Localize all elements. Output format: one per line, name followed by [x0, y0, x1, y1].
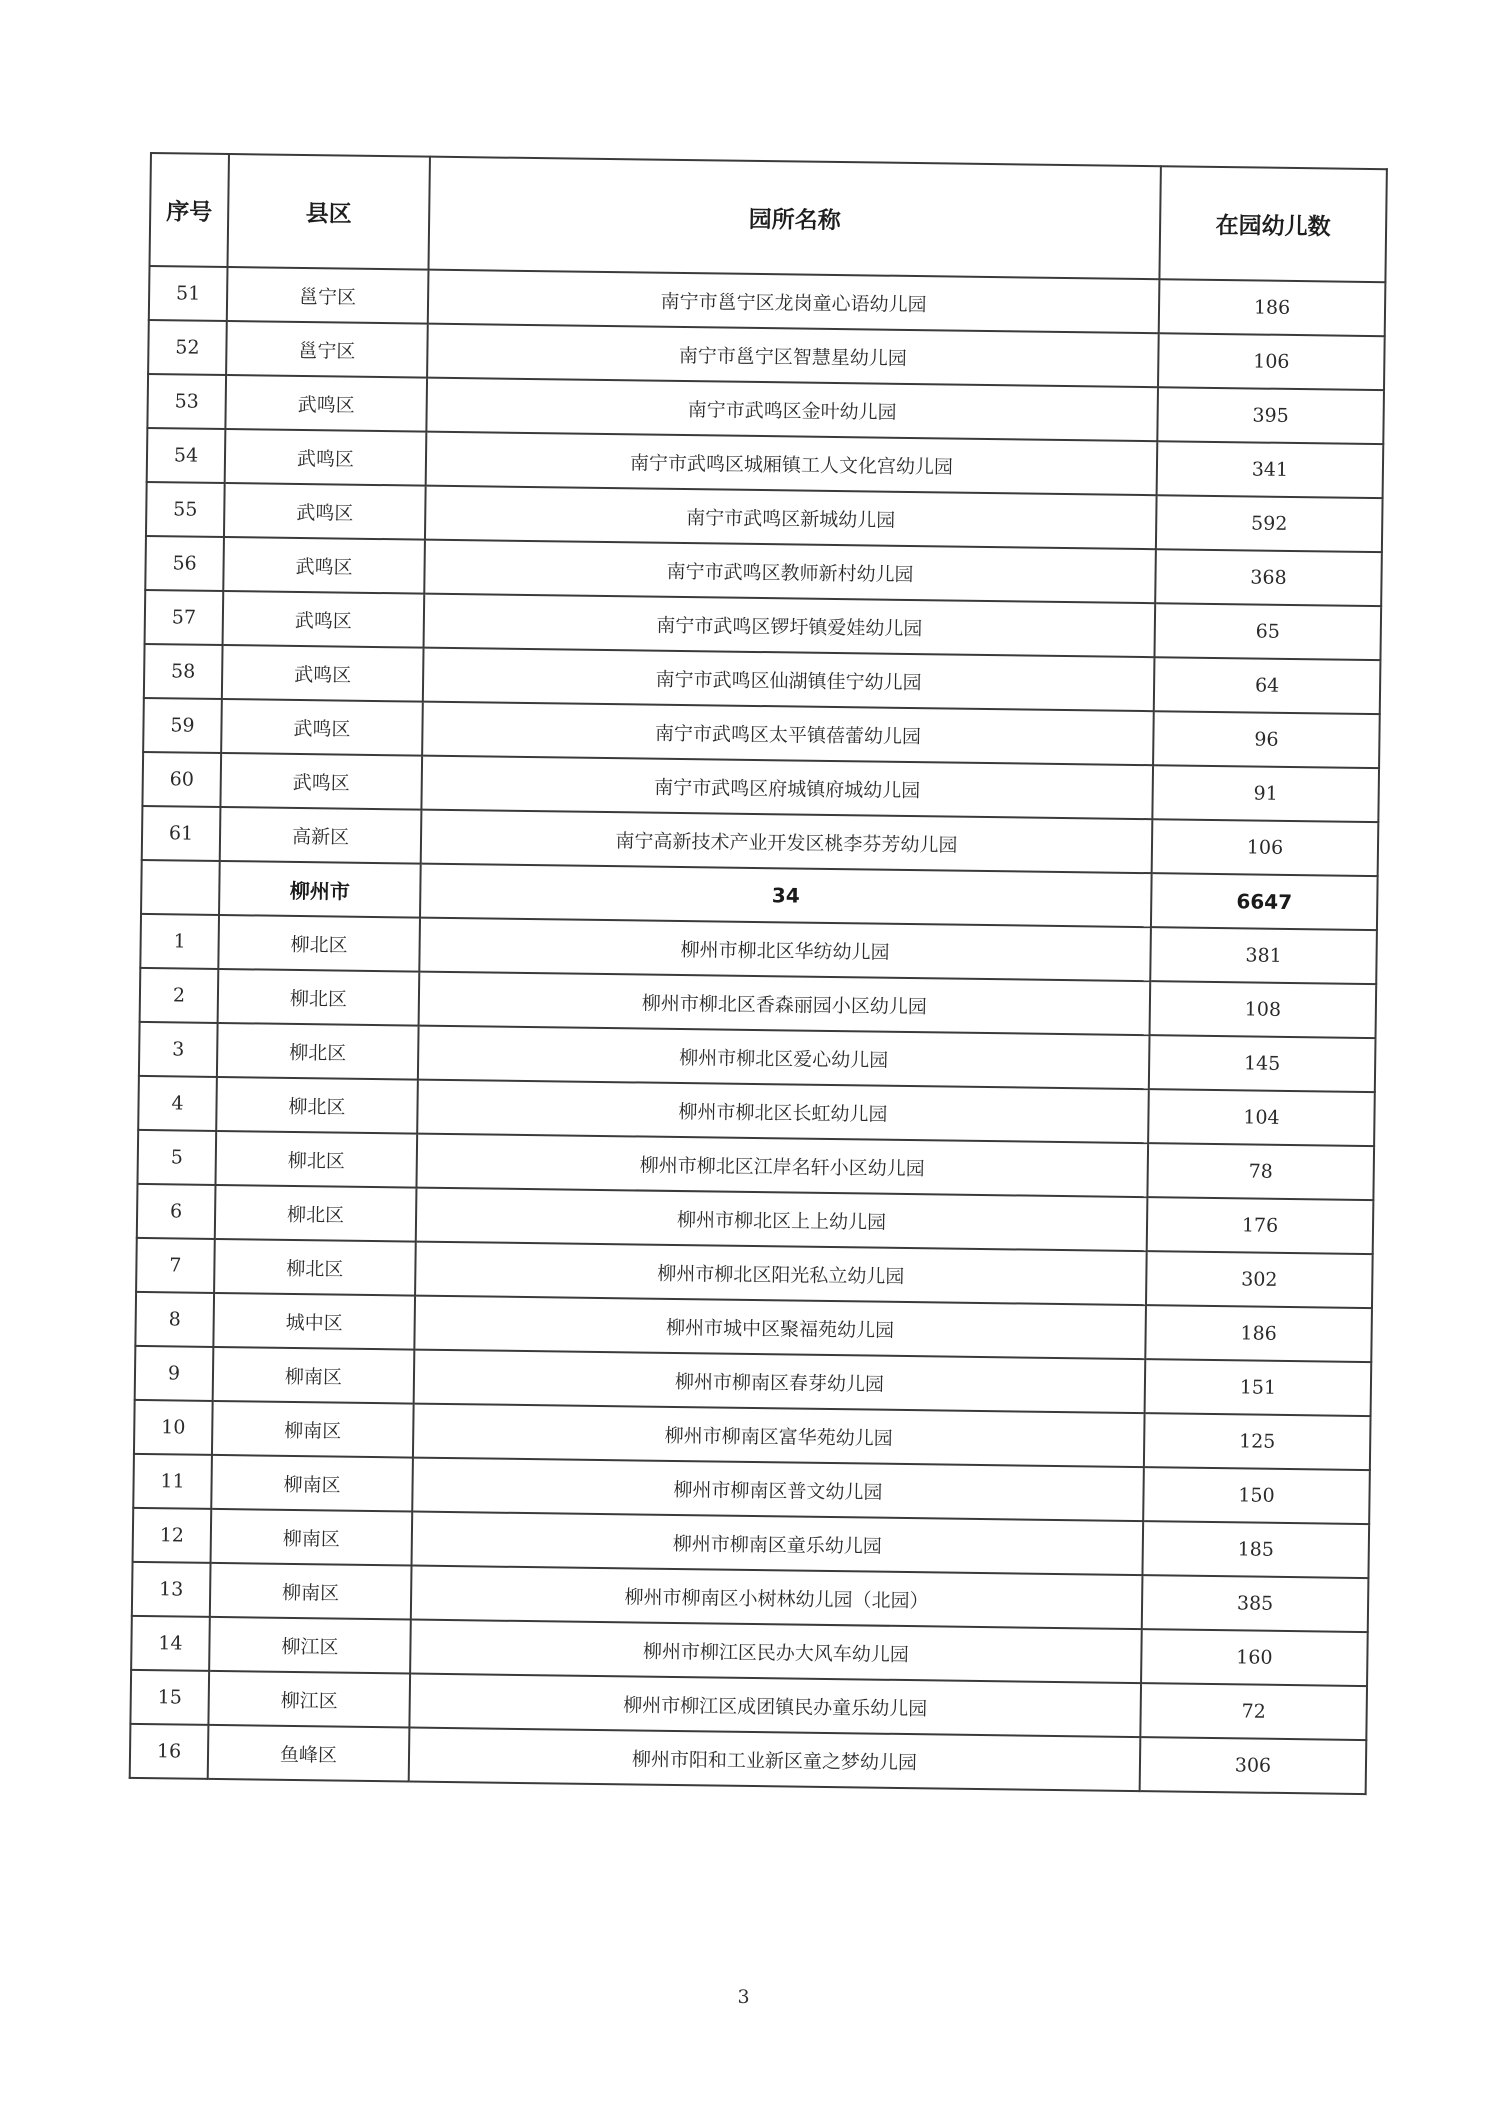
row-serial-number: 53 [147, 374, 226, 429]
row-district: 柳江区 [208, 1671, 410, 1728]
row-serial-number: 6 [137, 1184, 216, 1239]
row-kindergarten-name: 南宁市武鸣区教师新村幼儿园 [424, 540, 1156, 604]
row-district: 柳南区 [213, 1347, 415, 1404]
row-enrolled-children: 186 [1159, 279, 1386, 336]
row-district: 城中区 [213, 1293, 415, 1350]
row-enrolled-children: 176 [1147, 1197, 1374, 1254]
row-kindergarten-name: 南宁市邕宁区龙岗童心语幼儿园 [428, 270, 1160, 334]
row-district: 高新区 [220, 807, 422, 864]
header-kindergarten-name: 园所名称 [428, 157, 1160, 280]
row-district: 武鸣区 [224, 483, 426, 540]
row-enrolled-children: 592 [1156, 495, 1383, 552]
row-serial-number: 4 [138, 1076, 217, 1131]
row-enrolled-children: 96 [1153, 711, 1380, 768]
row-kindergarten-name: 柳州市柳南区春芽幼儿园 [414, 1350, 1146, 1414]
row-kindergarten-name: 南宁市武鸣区太平镇蓓蕾幼儿园 [422, 702, 1154, 766]
row-district: 柳州市 [219, 861, 421, 918]
row-enrolled-children: 306 [1140, 1737, 1367, 1794]
row-serial-number: 2 [140, 968, 219, 1023]
row-enrolled-children: 104 [1148, 1089, 1375, 1146]
table-body [130, 266, 1386, 1794]
row-kindergarten-name: 南宁高新技术产业开发区桃李芬芳幼儿园 [421, 810, 1153, 874]
row-district: 柳南区 [210, 1563, 412, 1620]
row-serial-number: 11 [133, 1454, 212, 1509]
row-serial-number: 3 [139, 1022, 218, 1077]
row-kindergarten-name: 柳州市柳北区香森丽园小区幼儿园 [419, 972, 1151, 1036]
row-enrolled-children: 125 [1144, 1413, 1371, 1470]
row-district: 柳北区 [218, 915, 420, 972]
row-kindergarten-name: 南宁市武鸣区新城幼儿园 [425, 486, 1157, 550]
row-district: 柳江区 [209, 1617, 411, 1674]
row-kindergarten-name: 南宁市武鸣区城厢镇工人文化宫幼儿园 [426, 432, 1158, 496]
row-serial-number: 58 [144, 644, 223, 699]
row-enrolled-children: 108 [1150, 981, 1377, 1038]
row-enrolled-children: 6647 [1151, 873, 1378, 930]
row-enrolled-children: 185 [1142, 1521, 1369, 1578]
row-enrolled-children: 385 [1142, 1575, 1369, 1632]
row-enrolled-children: 78 [1147, 1143, 1374, 1200]
row-district: 邕宁区 [226, 321, 428, 378]
row-enrolled-children: 106 [1158, 333, 1385, 390]
table-header-row [150, 153, 1387, 282]
row-serial-number: 52 [148, 320, 227, 375]
row-enrolled-children: 150 [1143, 1467, 1370, 1524]
row-serial-number: 51 [149, 266, 228, 321]
row-kindergarten-name: 柳州市柳北区华纺幼儿园 [419, 918, 1151, 982]
row-serial-number: 8 [135, 1292, 214, 1347]
row-kindergarten-name: 柳州市柳北区爱心幼儿园 [418, 1026, 1150, 1090]
row-kindergarten-name: 柳州市城中区聚福苑幼儿园 [414, 1296, 1146, 1360]
row-serial-number: 12 [133, 1508, 212, 1563]
row-serial-number: 54 [147, 428, 226, 483]
row-kindergarten-name: 南宁市武鸣区仙湖镇佳宁幼儿园 [423, 648, 1155, 712]
header-enrolled-children: 在园幼儿数 [1159, 166, 1386, 282]
row-enrolled-children: 72 [1140, 1683, 1367, 1740]
row-district: 武鸣区 [222, 645, 424, 702]
row-enrolled-children: 160 [1141, 1629, 1368, 1686]
page-number: 3 [737, 1986, 750, 2008]
row-serial-number: 7 [136, 1238, 215, 1293]
row-district: 武鸣区 [221, 699, 423, 756]
row-enrolled-children: 381 [1150, 927, 1377, 984]
row-serial-number: 60 [142, 752, 221, 807]
row-serial-number: 16 [130, 1724, 209, 1779]
row-serial-number [141, 860, 220, 915]
row-district: 鱼峰区 [208, 1725, 410, 1782]
row-district: 柳南区 [211, 1455, 413, 1512]
row-serial-number: 61 [142, 806, 221, 861]
row-kindergarten-name: 柳州市柳北区上上幼儿园 [416, 1188, 1148, 1252]
row-district: 武鸣区 [223, 591, 425, 648]
row-kindergarten-name: 南宁市邕宁区智慧星幼儿园 [427, 324, 1159, 388]
row-kindergarten-name: 柳州市柳南区普文幼儿园 [412, 1458, 1144, 1522]
row-kindergarten-name: 柳州市柳江区民办大风车幼儿园 [410, 1620, 1142, 1684]
row-enrolled-children: 64 [1154, 657, 1381, 714]
row-kindergarten-name: 柳州市阳和工业新区童之梦幼儿园 [409, 1728, 1141, 1792]
row-serial-number: 59 [143, 698, 222, 753]
row-serial-number: 57 [145, 590, 224, 645]
header-district: 县区 [228, 154, 430, 270]
row-district: 柳南区 [212, 1401, 414, 1458]
row-district: 武鸣区 [220, 753, 422, 810]
row-kindergarten-name: 南宁市武鸣区金叶幼儿园 [426, 378, 1158, 442]
row-serial-number: 15 [130, 1670, 209, 1725]
row-kindergarten-name: 南宁市武鸣区府城镇府城幼儿园 [421, 756, 1153, 820]
row-district: 武鸣区 [225, 375, 427, 432]
row-serial-number: 14 [131, 1616, 210, 1671]
row-serial-number: 1 [140, 914, 219, 969]
row-district: 柳北区 [216, 1077, 418, 1134]
row-kindergarten-name: 34 [420, 864, 1152, 928]
row-serial-number: 9 [135, 1346, 214, 1401]
row-enrolled-children: 395 [1157, 387, 1384, 444]
row-kindergarten-name: 柳州市柳北区长虹幼儿园 [417, 1080, 1149, 1144]
row-enrolled-children: 186 [1145, 1305, 1372, 1362]
row-district: 柳北区 [215, 1185, 417, 1242]
row-kindergarten-name: 柳州市柳北区阳光私立幼儿园 [415, 1242, 1147, 1306]
row-district: 邕宁区 [227, 267, 429, 324]
row-serial-number: 10 [134, 1400, 213, 1455]
row-kindergarten-name: 柳州市柳北区江岸名轩小区幼儿园 [416, 1134, 1148, 1198]
row-serial-number: 5 [137, 1130, 216, 1185]
row-district: 柳北区 [217, 1023, 419, 1080]
row-enrolled-children: 368 [1155, 549, 1382, 606]
row-enrolled-children: 145 [1149, 1035, 1376, 1092]
row-kindergarten-name: 南宁市武鸣区锣圩镇爱娃幼儿园 [424, 594, 1156, 658]
row-district: 武鸣区 [223, 537, 425, 594]
kindergarten-table [129, 152, 1388, 1795]
row-kindergarten-name: 柳州市柳南区童乐幼儿园 [412, 1512, 1144, 1576]
row-serial-number: 56 [145, 536, 224, 591]
row-district: 柳北区 [215, 1131, 417, 1188]
row-enrolled-children: 65 [1154, 603, 1381, 660]
row-kindergarten-name: 柳州市柳南区小树林幼儿园（北园） [411, 1566, 1143, 1630]
row-district: 武鸣区 [225, 429, 427, 486]
row-serial-number: 13 [132, 1562, 211, 1617]
row-enrolled-children: 302 [1146, 1251, 1373, 1308]
row-enrolled-children: 91 [1152, 765, 1379, 822]
row-enrolled-children: 341 [1157, 441, 1384, 498]
row-enrolled-children: 151 [1145, 1359, 1372, 1416]
row-kindergarten-name: 柳州市柳江区成团镇民办童乐幼儿园 [409, 1674, 1141, 1738]
row-district: 柳北区 [218, 969, 420, 1026]
row-serial-number: 55 [146, 482, 225, 537]
row-kindergarten-name: 柳州市柳南区富华苑幼儿园 [413, 1404, 1145, 1468]
row-enrolled-children: 106 [1152, 819, 1379, 876]
row-district: 柳北区 [214, 1239, 416, 1296]
header-serial-number: 序号 [150, 153, 229, 267]
row-district: 柳南区 [211, 1509, 413, 1566]
